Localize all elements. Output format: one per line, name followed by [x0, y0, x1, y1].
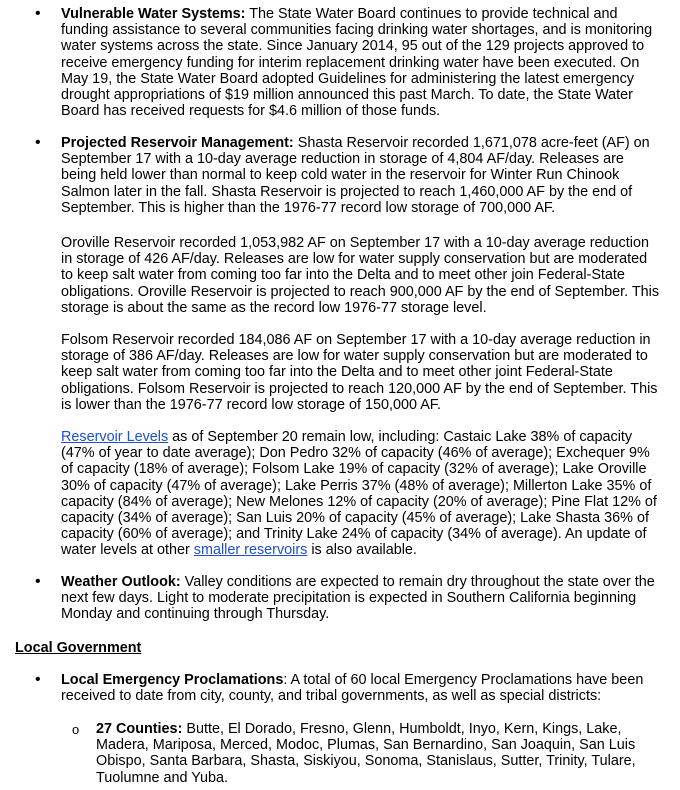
- vulnerable-water-paragraph: [61, 6, 661, 119]
- folsom-paragraph: Folsom Reservoir recorded 184,086 AF on September 17 with a 10-day average reduction in storage of 386 AF/day. Releases are low for water supply conservation but are moderated to keep salt water from coming too far into the Delta and to meet other joint Federal-State obligations. Folsom Reservoir is projected to reach 120,000 AF by the end of September. This is lower than the 1976-77 record low storage of 150,000 AF.: [61, 332, 658, 413]
- reservoir-management-title: Projected Reservoir Management:: [61, 135, 294, 151]
- bullet-icon: •: [35, 134, 41, 151]
- sub-bullet-icon: o: [72, 722, 80, 737]
- proclamations-text: : A total of 60 local Emergency Proclamations have been received to date from city, county, and tribal governments, as well as special districts:: [61, 672, 644, 705]
- reservoir-levels-tail: is also available.: [307, 542, 417, 559]
- reservoir-management-paragraph: [61, 135, 661, 216]
- reservoir-levels-text: as of September 20 remain low, including: Castaic Lake 38% of capacity (47% of year to date average); Don Pedro 32% of capacity (46% of average); Exchequer 9% of capacity (18% of average); Folsom Lake 19% of capacity (32% of average); Lake Oroville 30% of capacity (47% of average); Lake Perris 37% (48% of average); Millerton Lake 35% of capacity (84% of average); New Melones 12% of capacity (20% of average); Pine Flat 12% of capacity (34% of average); San Luis 20% of capacity (45% of average); Lake Shasta 36% of capacity (60% of average); and Trinity Lake 24% of capacity (34% of average). An update of water levels at other: [61, 429, 657, 559]
- oroville-paragraph: Oroville Reservoir recorded 1,053,982 AF on September 17 with a 10-day average reduction in storage of 426 AF/day. Releases are low for water supply conservation but are moderated to keep salt water from coming too far into the Delta and to meet other join Federal-State obligations. Oroville Reservoir is projected to reach 900,000 AF by the end of September. This storage is about the same as the record low 1976-77 storage level.: [61, 235, 660, 316]
- smaller-reservoirs-link[interactable]: smaller reservoirs: [193, 542, 308, 559]
- reservoir-levels-link[interactable]: Reservoir Levels: [61, 429, 169, 445]
- bullet-icon: •: [35, 671, 41, 688]
- shasta-text: Shasta Reservoir recorded 1,671,078 acre-feet (AF) on September 17 with a 10-day average reduction in storage of 4,804 AF/day. Releases are being held lower than normal to keep cold water in the reservoir for Winter Run Chinook Salmon later in the fall. Shasta Reservoir is projected to reach 1,460,000 AF by the end of September. This is higher than the 1976-77 record low storage of 700,000 AF.: [61, 135, 650, 216]
- weather-outlook-title: Weather Outlook:: [61, 574, 181, 590]
- counties-text: Butte, El Dorado, Fresno, Glenn, Humboldt, Inyo, Kern, Kings, Lake, Madera, Mariposa, Merced, Modoc, Plumas, San Bernardino, San Joaquin, San Luis Obispo, Santa Barbara, Shasta, Siskiyou, Sonoma, Stanislaus, Sutter, Trinity, Tulare, Tuolumne and Yuba.: [96, 721, 636, 786]
- weather-outlook-paragraph: [61, 574, 661, 623]
- proclamations-title: Local Emergency Proclamations: [61, 672, 284, 688]
- vulnerable-water-text: The State Water Board continues to provide technical and funding assistance to several communities facing drinking water shortages, and is monitoring water systems across the state. Since January 2014, 95 out of the 129 projects approved to receive emergency funding for interim replacement drinking water have been executed. On May 19, the State Water Board adopted Guidelines for administering the latest emergency drought appropriations of $19 million announced this past March. To date, the State Water Board has received requests for $4.6 million of those funds.: [61, 6, 653, 120]
- bullet-icon: •: [35, 5, 41, 22]
- weather-outlook-text: Valley conditions are expected to remain dry throughout the state over the next few days. Light to moderate precipitation is expected in Southern California beginning Monday and continuing through Thursday.: [61, 574, 655, 623]
- reservoir-levels-paragraph: [61, 429, 661, 559]
- local-government-heading: Local Government: [15, 640, 142, 656]
- counties-title: 27 Counties:: [96, 721, 183, 737]
- proclamations-paragraph: [61, 672, 661, 704]
- bullet-icon: •: [35, 573, 41, 590]
- vulnerable-water-title: Vulnerable Water Systems:: [61, 6, 246, 22]
- counties-paragraph: [96, 721, 651, 786]
